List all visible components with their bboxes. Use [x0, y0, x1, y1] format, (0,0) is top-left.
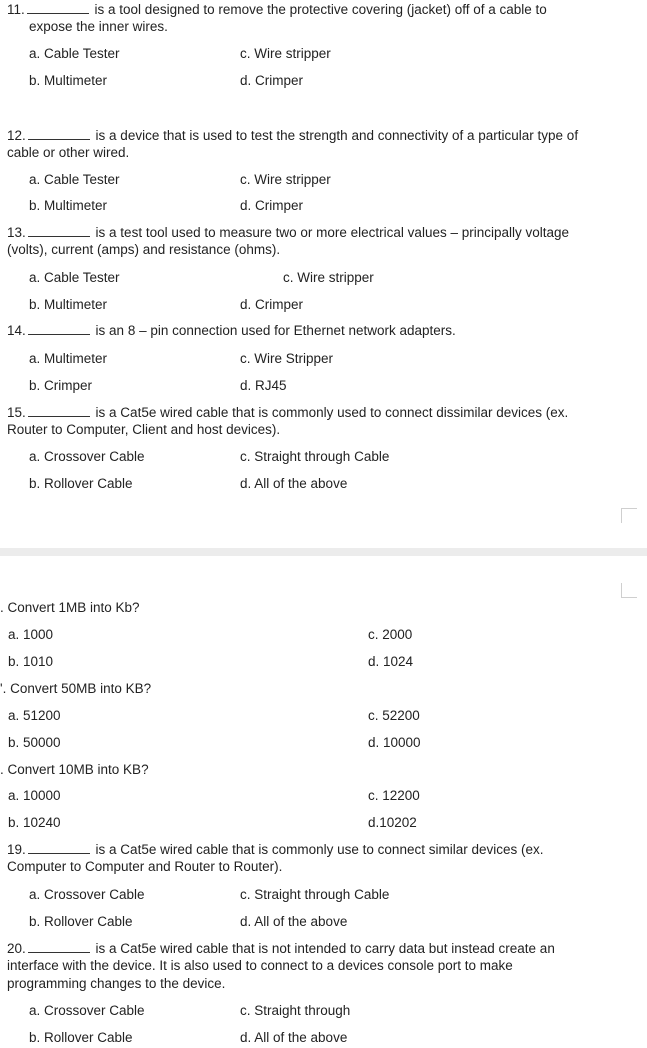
question-12-stem [7, 127, 578, 144]
answer-blank [28, 942, 90, 953]
option-a: a. Crossover Cable [29, 449, 145, 464]
answer-blank [28, 843, 90, 854]
question-number: 19. [7, 842, 26, 857]
option-d: d. Crimper [240, 297, 304, 312]
question-text: is an 8 – pin connection used for Ethernet network adapters. [95, 323, 456, 338]
question-number: 11. [7, 2, 25, 17]
question-13-stem-cont: (volts), current (amps) and resistance (ohms). [7, 242, 281, 257]
option-a: a. 1000 [8, 627, 54, 642]
question-text: is a Cat5e wired cable that is not intended to carry data but instead create an [95, 941, 555, 956]
question-number: 14. [7, 323, 26, 338]
option-a: a. Multimeter [29, 351, 108, 366]
option-a: a. 10000 [8, 788, 61, 803]
option-d: d. Crimper [240, 198, 304, 213]
option-d: d. 1024 [368, 654, 414, 669]
question-11-stem-cont: expose the inner wires. [29, 19, 168, 34]
question-number: 15. [7, 405, 26, 420]
answer-blank [28, 129, 90, 140]
option-b: b. Multimeter [29, 73, 108, 88]
question-number: 12. [7, 128, 26, 143]
answer-blank [28, 406, 90, 417]
question-text: is a test tool used to measure two or more electrical values – principally voltage [95, 225, 570, 240]
option-b: b. Rollover Cable [29, 476, 133, 491]
option-d: d. All of the above [240, 1030, 348, 1045]
question-20-stem-cont: interface with the device. It is also used to connect to a devices console port to make [7, 958, 513, 973]
option-c: c. 2000 [368, 627, 413, 642]
question-text: is a Cat5e wired cable that is commonly use to connect similar devices (ex. [95, 842, 544, 857]
question-17-stem: '. Convert 50MB into KB? [0, 681, 152, 696]
option-d: d. All of the above [240, 476, 348, 491]
question-14-stem [7, 322, 456, 339]
option-b: b. 1010 [8, 654, 54, 669]
option-b: b. Rollover Cable [29, 914, 133, 929]
option-b: b. 10240 [8, 815, 61, 830]
question-12-stem-cont: cable or other wired. [7, 145, 130, 160]
question-text: is a tool designed to remove the protective covering (jacket) off of a cable to [94, 2, 547, 17]
option-a: a. Cable Tester [29, 172, 120, 187]
answer-blank [27, 3, 89, 14]
question-18-stem: . Convert 10MB into KB? [0, 762, 149, 777]
question-13-stem [7, 224, 569, 241]
option-b: b. Crimper [29, 378, 93, 393]
option-b: b. Rollover Cable [29, 1030, 133, 1045]
question-number: 13. [7, 225, 26, 240]
option-b: b. Multimeter [29, 198, 108, 213]
answer-blank [28, 324, 90, 335]
answer-blank [28, 226, 90, 237]
option-c: c. 12200 [368, 788, 420, 803]
option-a: a. Crossover Cable [29, 1003, 145, 1018]
option-d: d. All of the above [240, 914, 348, 929]
option-a: a. Cable Tester [29, 46, 120, 61]
page-divider [0, 548, 647, 556]
option-d: d. 10000 [368, 735, 421, 750]
crop-corner-bottom [621, 583, 637, 598]
option-b: b. 50000 [8, 735, 61, 750]
question-20-stem [7, 940, 555, 957]
option-c: c. Straight through Cable [240, 887, 390, 902]
option-d: d.10202 [368, 815, 417, 830]
option-c: c. Wire stripper [283, 270, 374, 285]
option-b: b. Multimeter [29, 297, 108, 312]
option-c: c. Wire stripper [240, 172, 331, 187]
option-c: c. Wire stripper [240, 46, 331, 61]
question-16-stem: . Convert 1MB into Kb? [0, 600, 140, 615]
option-d: d. RJ45 [240, 378, 287, 393]
question-15-stem [7, 404, 568, 421]
question-20-stem-cont-2: programming changes to the device. [7, 976, 226, 991]
option-a: a. Cable Tester [29, 270, 120, 285]
option-a: a. Crossover Cable [29, 887, 145, 902]
question-number: 20. [7, 941, 26, 956]
question-text: is a device that is used to test the strength and connectivity of a particular type of [95, 128, 579, 143]
crop-corner-top [621, 508, 637, 523]
option-c: c. Wire Stripper [240, 351, 334, 366]
question-19-stem [7, 841, 544, 858]
question-text: is a Cat5e wired cable that is commonly used to connect dissimilar devices (ex. [95, 405, 569, 420]
question-15-stem-cont: Router to Computer, Client and host devices). [7, 422, 281, 437]
question-11-stem [7, 1, 547, 18]
option-c: c. Straight through [240, 1003, 351, 1018]
option-a: a. 51200 [8, 708, 61, 723]
option-c: c. Straight through Cable [240, 449, 390, 464]
question-19-stem-cont: Computer to Computer and Router to Router). [7, 859, 283, 874]
option-c: c. 52200 [368, 708, 420, 723]
option-d: d. Crimper [240, 73, 304, 88]
